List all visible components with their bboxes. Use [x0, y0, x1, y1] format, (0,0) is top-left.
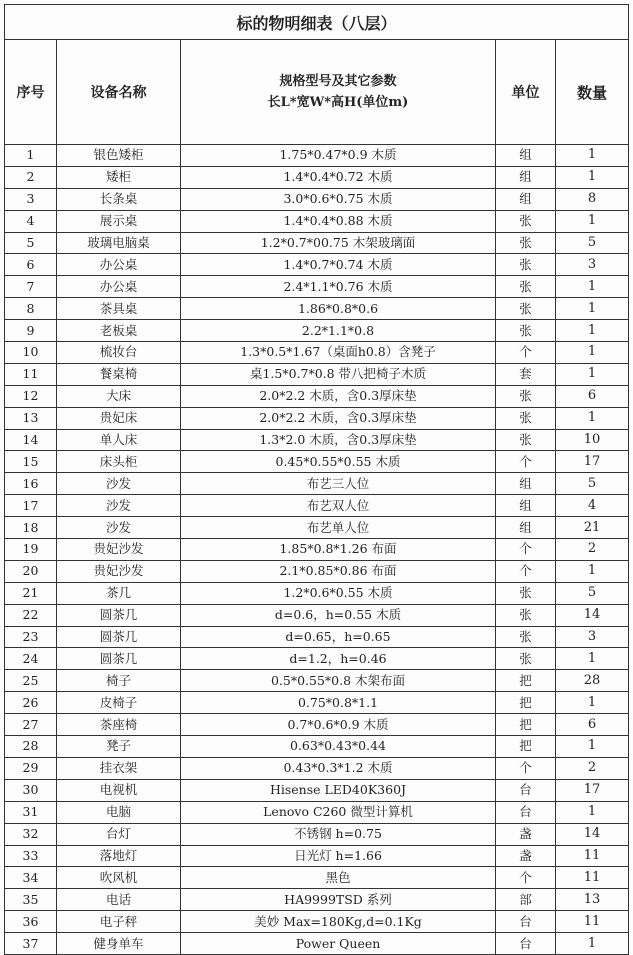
cell-name: 沙发 — [57, 517, 181, 539]
cell-qty: 14 — [556, 823, 629, 845]
cell-unit: 台 — [496, 779, 556, 801]
cell-qty: 4 — [556, 495, 629, 517]
cell-qty: 1 — [556, 560, 629, 582]
cell-qty: 1 — [556, 801, 629, 823]
table-row — [5, 166, 629, 188]
cell-name: 茶几 — [57, 582, 181, 604]
cell-name: 吹风机 — [57, 867, 181, 889]
cell-name: 健身单车 — [57, 933, 181, 955]
cell-unit: 个 — [496, 451, 556, 473]
cell-spec: 1.85*0.8*1.26 布面 — [181, 539, 496, 561]
cell-unit: 组 — [496, 473, 556, 495]
cell-unit: 个 — [496, 867, 556, 889]
cell-spec: 0.63*0.43*0.44 — [181, 736, 496, 758]
cell-name: 椅子 — [57, 670, 181, 692]
cell-qty: 1 — [556, 298, 629, 320]
cell-unit: 把 — [496, 692, 556, 714]
cell-spec: Hisense LED40K360J — [181, 779, 496, 801]
cell-name: 电视机 — [57, 779, 181, 801]
table-row — [5, 779, 629, 801]
cell-no: 28 — [5, 736, 57, 758]
cell-spec: 黑色 — [181, 867, 496, 889]
table-row — [5, 757, 629, 779]
cell-name: 电子秤 — [57, 911, 181, 933]
table-row — [5, 276, 629, 298]
cell-spec: 2.0*2.2 木质，含0.3厚床垫 — [181, 407, 496, 429]
cell-no: 3 — [5, 188, 57, 210]
table-row — [5, 801, 629, 823]
table-row — [5, 342, 629, 364]
table-row — [5, 582, 629, 604]
cell-unit: 个 — [496, 539, 556, 561]
cell-unit: 张 — [496, 626, 556, 648]
table-row — [5, 539, 629, 561]
cell-spec: 布艺单人位 — [181, 517, 496, 539]
table-row — [5, 473, 629, 495]
header-qty: 数量 — [556, 40, 629, 145]
cell-spec: 2.4*1.1*0.76 木质 — [181, 276, 496, 298]
table-row — [5, 298, 629, 320]
cell-no: 8 — [5, 298, 57, 320]
cell-unit: 盏 — [496, 845, 556, 867]
cell-unit: 盏 — [496, 823, 556, 845]
item-detail-table — [4, 4, 629, 955]
cell-spec: 2.2*1.1*0.8 — [181, 320, 496, 342]
table-row — [5, 560, 629, 582]
table-row — [5, 254, 629, 276]
cell-name: 圆茶几 — [57, 648, 181, 670]
cell-spec: 3.0*0.6*0.75 木质 — [181, 188, 496, 210]
cell-name: 办公桌 — [57, 276, 181, 298]
cell-unit: 套 — [496, 363, 556, 385]
cell-unit: 台 — [496, 933, 556, 955]
cell-name: 老板桌 — [57, 320, 181, 342]
table-row — [5, 845, 629, 867]
cell-name: 茶具桌 — [57, 298, 181, 320]
cell-qty: 2 — [556, 757, 629, 779]
cell-name: 皮椅子 — [57, 692, 181, 714]
cell-spec: 1.4*0.4*0.72 木质 — [181, 166, 496, 188]
cell-qty: 1 — [556, 736, 629, 758]
cell-no: 36 — [5, 911, 57, 933]
cell-qty: 1 — [556, 692, 629, 714]
cell-spec: 1.2*0.6*0.55 木质 — [181, 582, 496, 604]
table-title: 标的物明细表（八层） — [5, 5, 629, 40]
cell-no: 14 — [5, 429, 57, 451]
cell-no: 37 — [5, 933, 57, 955]
table-row — [5, 933, 629, 955]
cell-spec: 日光灯 h=1.66 — [181, 845, 496, 867]
cell-name: 贵妃床 — [57, 407, 181, 429]
table-title-row — [5, 5, 629, 40]
header-unit: 单位 — [496, 40, 556, 145]
cell-no: 21 — [5, 582, 57, 604]
cell-no: 19 — [5, 539, 57, 561]
cell-name: 贵妃沙发 — [57, 539, 181, 561]
table-row — [5, 604, 629, 626]
cell-spec: 1.4*0.4*0.88 木质 — [181, 210, 496, 232]
cell-qty: 5 — [556, 473, 629, 495]
header-spec — [181, 40, 496, 145]
cell-name: 台灯 — [57, 823, 181, 845]
cell-no: 23 — [5, 626, 57, 648]
cell-no: 11 — [5, 363, 57, 385]
cell-unit: 组 — [496, 166, 556, 188]
table-row — [5, 889, 629, 911]
cell-no: 17 — [5, 495, 57, 517]
cell-no: 20 — [5, 560, 57, 582]
cell-spec: 布艺三人位 — [181, 473, 496, 495]
cell-name: 电话 — [57, 889, 181, 911]
table-row — [5, 823, 629, 845]
cell-no: 1 — [5, 145, 57, 167]
cell-unit: 台 — [496, 911, 556, 933]
table-row — [5, 451, 629, 473]
table-row — [5, 407, 629, 429]
cell-qty: 2 — [556, 539, 629, 561]
cell-unit: 张 — [496, 254, 556, 276]
cell-no: 22 — [5, 604, 57, 626]
cell-spec: 1.4*0.7*0.74 木质 — [181, 254, 496, 276]
table-row — [5, 517, 629, 539]
cell-name: 床头柜 — [57, 451, 181, 473]
cell-spec: 美妙 Max=180Kg,d=0.1Kg — [181, 911, 496, 933]
cell-spec: Power Queen — [181, 933, 496, 955]
cell-unit: 把 — [496, 714, 556, 736]
cell-no: 29 — [5, 757, 57, 779]
cell-name: 茶座椅 — [57, 714, 181, 736]
cell-unit: 部 — [496, 889, 556, 911]
cell-no: 24 — [5, 648, 57, 670]
header-no: 序号 — [5, 40, 57, 145]
cell-no: 10 — [5, 342, 57, 364]
cell-qty: 1 — [556, 276, 629, 298]
cell-spec: 0.7*0.6*0.9 木质 — [181, 714, 496, 736]
cell-qty: 6 — [556, 385, 629, 407]
cell-no: 33 — [5, 845, 57, 867]
cell-no: 16 — [5, 473, 57, 495]
cell-qty: 28 — [556, 670, 629, 692]
cell-spec: d=0.65，h=0.65 — [181, 626, 496, 648]
cell-name: 挂衣架 — [57, 757, 181, 779]
cell-spec: 0.43*0.3*1.2 木质 — [181, 757, 496, 779]
cell-qty: 11 — [556, 845, 629, 867]
cell-spec: 不锈钢 h=0.75 — [181, 823, 496, 845]
cell-name: 圆茶几 — [57, 604, 181, 626]
cell-unit: 个 — [496, 342, 556, 364]
cell-name: 矮柜 — [57, 166, 181, 188]
cell-no: 27 — [5, 714, 57, 736]
cell-name: 展示桌 — [57, 210, 181, 232]
table-row — [5, 385, 629, 407]
cell-no: 15 — [5, 451, 57, 473]
cell-no: 6 — [5, 254, 57, 276]
cell-spec: 1.3*2.0 木质，含0.3厚床垫 — [181, 429, 496, 451]
cell-no: 12 — [5, 385, 57, 407]
cell-unit: 个 — [496, 757, 556, 779]
cell-no: 25 — [5, 670, 57, 692]
cell-qty: 1 — [556, 145, 629, 167]
cell-no: 30 — [5, 779, 57, 801]
cell-qty: 11 — [556, 867, 629, 889]
cell-unit: 把 — [496, 670, 556, 692]
table-row — [5, 692, 629, 714]
cell-spec: 桌1.5*0.7*0.8 带八把椅子木质 — [181, 363, 496, 385]
header-row — [5, 40, 629, 145]
cell-spec: 1.86*0.8*0.6 — [181, 298, 496, 320]
cell-unit: 个 — [496, 560, 556, 582]
cell-qty: 3 — [556, 626, 629, 648]
table-row — [5, 911, 629, 933]
table-row — [5, 188, 629, 210]
table-row — [5, 429, 629, 451]
cell-spec: 2.0*2.2 木质，含0.3厚床垫 — [181, 385, 496, 407]
cell-unit: 张 — [496, 320, 556, 342]
cell-qty: 13 — [556, 889, 629, 911]
cell-name: 电脑 — [57, 801, 181, 823]
cell-name: 圆茶几 — [57, 626, 181, 648]
cell-unit: 组 — [496, 188, 556, 210]
cell-qty: 17 — [556, 779, 629, 801]
table-row — [5, 363, 629, 385]
cell-unit: 张 — [496, 276, 556, 298]
cell-name: 凳子 — [57, 736, 181, 758]
cell-qty: 5 — [556, 582, 629, 604]
cell-name: 玻璃电脑桌 — [57, 232, 181, 254]
cell-qty: 3 — [556, 254, 629, 276]
table-row — [5, 867, 629, 889]
cell-no: 7 — [5, 276, 57, 298]
cell-spec: 0.45*0.55*0.55 木质 — [181, 451, 496, 473]
cell-unit: 张 — [496, 582, 556, 604]
table-row — [5, 495, 629, 517]
table-row — [5, 670, 629, 692]
cell-qty: 1 — [556, 648, 629, 670]
cell-qty: 10 — [556, 429, 629, 451]
cell-name: 沙发 — [57, 495, 181, 517]
cell-no: 2 — [5, 166, 57, 188]
cell-unit: 张 — [496, 604, 556, 626]
cell-spec: 0.5*0.55*0.8 木架布面 — [181, 670, 496, 692]
cell-spec: Lenovo C260 微型计算机 — [181, 801, 496, 823]
cell-qty: 1 — [556, 407, 629, 429]
cell-spec: d=0.6，h=0.55 木质 — [181, 604, 496, 626]
cell-spec: 1.75*0.47*0.9 木质 — [181, 145, 496, 167]
cell-no: 34 — [5, 867, 57, 889]
cell-qty: 1 — [556, 210, 629, 232]
cell-no: 9 — [5, 320, 57, 342]
table-row — [5, 648, 629, 670]
table-row — [5, 210, 629, 232]
cell-name: 大床 — [57, 385, 181, 407]
header-name: 设备名称 — [57, 40, 181, 145]
cell-qty: 1 — [556, 342, 629, 364]
cell-qty: 14 — [556, 604, 629, 626]
cell-name: 长条桌 — [57, 188, 181, 210]
cell-no: 13 — [5, 407, 57, 429]
cell-name: 单人床 — [57, 429, 181, 451]
cell-unit: 张 — [496, 648, 556, 670]
cell-unit: 张 — [496, 210, 556, 232]
cell-qty: 11 — [556, 911, 629, 933]
cell-no: 31 — [5, 801, 57, 823]
cell-no: 32 — [5, 823, 57, 845]
cell-qty: 21 — [556, 517, 629, 539]
cell-unit: 台 — [496, 801, 556, 823]
cell-qty: 1 — [556, 933, 629, 955]
cell-qty: 5 — [556, 232, 629, 254]
cell-name: 沙发 — [57, 473, 181, 495]
cell-unit: 张 — [496, 429, 556, 451]
cell-unit: 组 — [496, 145, 556, 167]
cell-no: 35 — [5, 889, 57, 911]
cell-qty: 6 — [556, 714, 629, 736]
cell-spec: 1.3*0.5*1.67（桌面h0.8）含凳子 — [181, 342, 496, 364]
table-row — [5, 714, 629, 736]
cell-qty: 1 — [556, 166, 629, 188]
cell-unit: 组 — [496, 517, 556, 539]
cell-name: 银色矮柜 — [57, 145, 181, 167]
table-row — [5, 626, 629, 648]
cell-qty: 17 — [556, 451, 629, 473]
cell-no: 26 — [5, 692, 57, 714]
cell-unit: 张 — [496, 298, 556, 320]
table-row — [5, 320, 629, 342]
cell-unit: 张 — [496, 385, 556, 407]
cell-spec: HA9999TSD 系列 — [181, 889, 496, 911]
cell-unit: 把 — [496, 736, 556, 758]
cell-spec: 0.75*0.8*1.1 — [181, 692, 496, 714]
cell-no: 4 — [5, 210, 57, 232]
cell-name: 梳妆台 — [57, 342, 181, 364]
cell-spec: 布艺双人位 — [181, 495, 496, 517]
cell-unit: 组 — [496, 495, 556, 517]
table-row — [5, 145, 629, 167]
header-spec-line2: 长L*宽W*高H(单位m) — [267, 95, 409, 110]
cell-spec: 1.2*0.7*00.75 木架玻璃面 — [181, 232, 496, 254]
cell-name: 办公桌 — [57, 254, 181, 276]
header-spec-line1: 规格型号及其它参数 — [279, 74, 397, 89]
table-body — [5, 145, 629, 955]
cell-qty: 1 — [556, 320, 629, 342]
cell-unit: 张 — [496, 407, 556, 429]
cell-unit: 张 — [496, 232, 556, 254]
cell-spec: 2.1*0.85*0.86 布面 — [181, 560, 496, 582]
cell-name: 贵妃沙发 — [57, 560, 181, 582]
cell-no: 5 — [5, 232, 57, 254]
cell-name: 餐桌椅 — [57, 363, 181, 385]
cell-spec: d=1.2，h=0.46 — [181, 648, 496, 670]
cell-no: 18 — [5, 517, 57, 539]
table-row — [5, 232, 629, 254]
table-row — [5, 736, 629, 758]
cell-qty: 8 — [556, 188, 629, 210]
cell-qty: 1 — [556, 363, 629, 385]
cell-name: 落地灯 — [57, 845, 181, 867]
